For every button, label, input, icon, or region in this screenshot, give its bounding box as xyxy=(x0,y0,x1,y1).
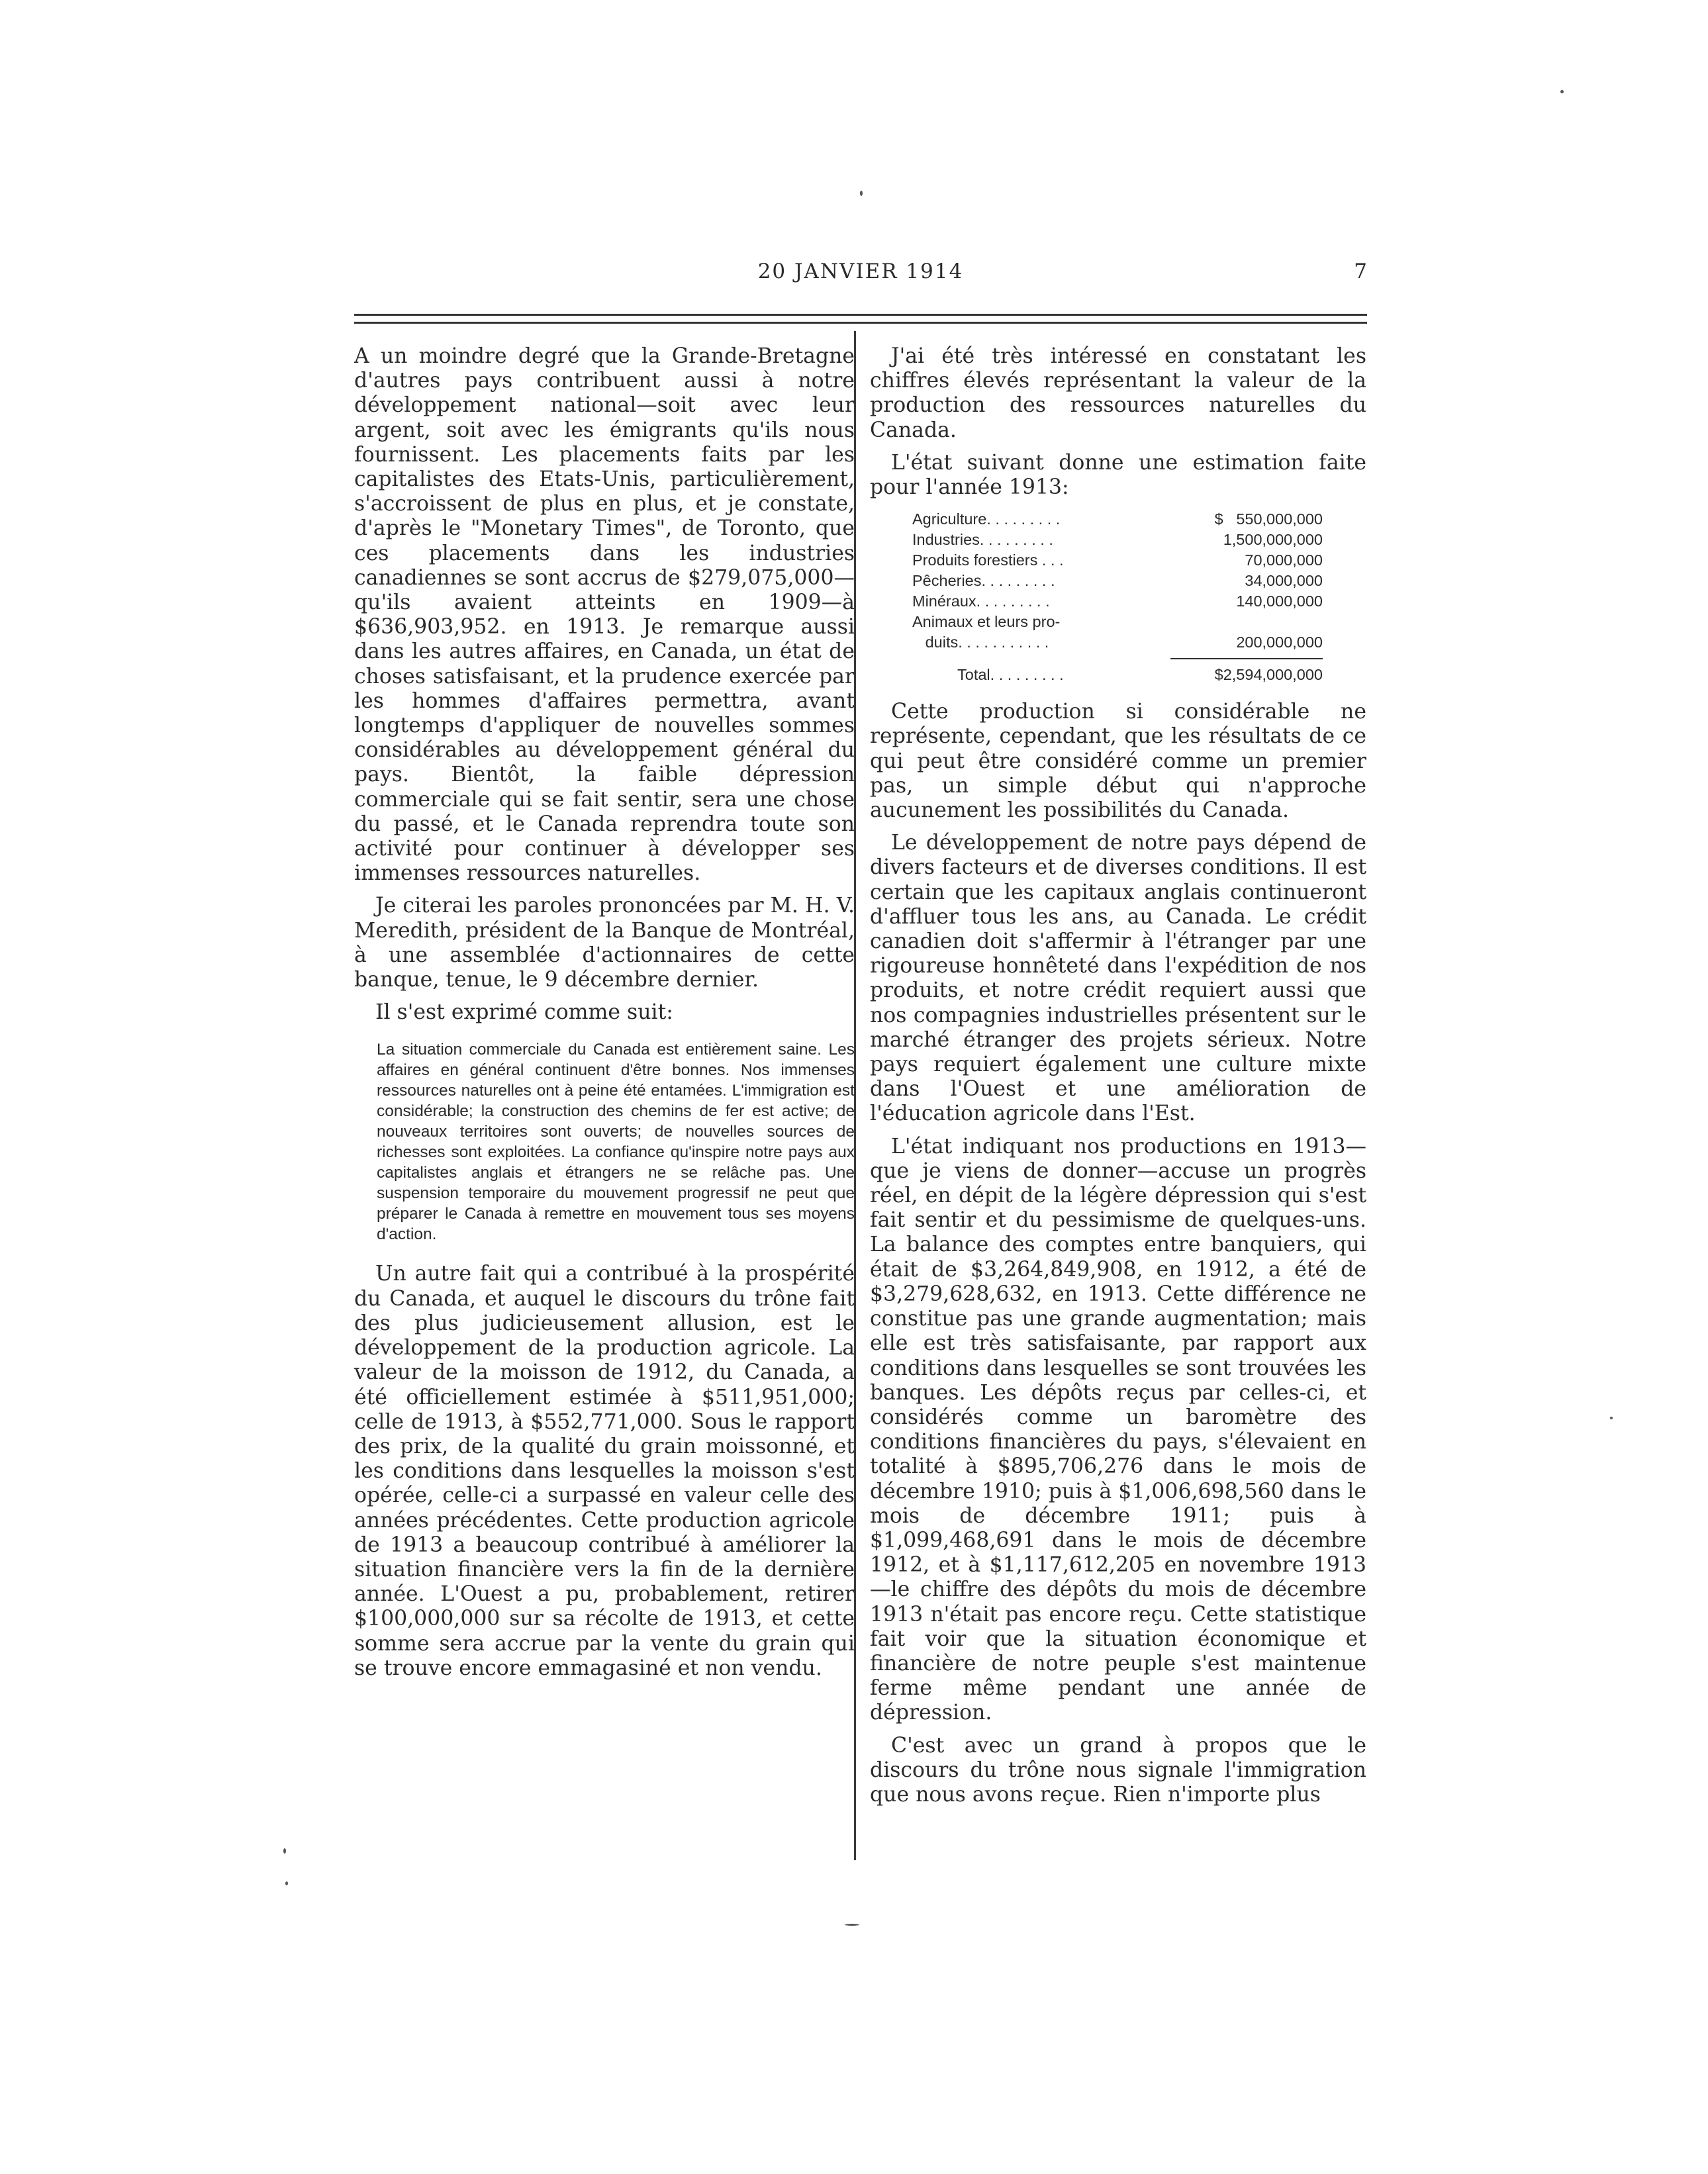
paragraph: Je citerai les paroles prononcées par M. H. V. Meredith, président de la Banque de Montréal, à une assemblée d'actionnaires de cette banque, tenue, le 9 décembre dernier. xyxy=(354,894,855,992)
table-label: Pêcheries. . . . . . . . . xyxy=(912,572,1055,590)
table-row xyxy=(912,632,1323,653)
paragraph: Cette production si considérable ne représente, cependant, que les résultats de ce qui peut être considéré comme un premier pas, un simple début qui n'approche aucunement les possibilités du Canada. xyxy=(870,700,1366,823)
table-value: 140,000,000 xyxy=(1236,592,1323,610)
paragraph: L'état indiquant nos productions en 1913—que je viens de donner—accuse un progrès réel, en dépit de la légère dépression qui s'est fait sentir et du pessimisme de quelques-uns. La balance des comptes entre banquiers, qui était de $3,264,849,908, en 1912, a été de $3,279,628,632, en 1913. Cette différence ne constitue pas une grande augmentation; mais elle est très satisfaisante, par rapport aux conditions dans lesquelles se sont trouvées les banques. Les dépôts reçus par celles-ci, et considérés comme un baromètre des conditions financières du pays, s'élevaient en totalité à $895,706,276 dans le mois de décembre 1910; puis à $1,006,698,560 dans le mois de décembre 1911; puis à $1,099,468,691 dans le mois de décembre 1912, et à $1,117,612,205 en novembre 1913—le chiffre des dépôts du mois de décembre 1913 n'était pas encore reçu. Cette statistique fait voir que la situation économique et financière de notre peuple s'est maintenue ferme même pendant une année de dépression. xyxy=(870,1134,1366,1725)
table-label: Produits forestiers . . . xyxy=(912,551,1064,569)
table-row xyxy=(912,591,1323,612)
paragraph: Il s'est exprimé comme suit: xyxy=(375,1000,673,1025)
total-value: $2,594,000,000 xyxy=(1214,666,1323,684)
table-value: 70,000,000 xyxy=(1245,551,1323,569)
production-table xyxy=(912,509,1323,685)
table-value: 1,500,000,000 xyxy=(1223,531,1323,549)
paragraph: Un autre fait qui a contribué à la prospérité du Canada, et auquel le discours du trône fait des plus judicieusement allusion, est le développement de la production agricole. La valeur de la moisson de 1912, du Canada, a été officiellement estimée à $511,951,000; celle de 1913, à $552,771,000. Sous le rapport des prix, de la qualité du grain moissonné, et les conditions dans lesquelles la moisson s'est opérée, celle-ci a surpassé en valeur celle des années précédentes. Cette production agricole de 1913 a beaucoup contribué à améliorer la situation financière vers la fin de la dernière année. L'Ouest a pu, probablement, retirer $100,000,000 sur sa récolte de 1913, et cette somme sera accrue par la vente du grain qui se trouve encore emmagasiné et non vendu. xyxy=(354,1262,855,1680)
table-value: $ 550,000,000 xyxy=(1214,510,1323,528)
header-date: 20 JANVIER 1914 xyxy=(757,260,964,283)
paragraph: A un moindre degré que la Grande-Bretagne d'autres pays contribuent aussi à notre développement national—soit avec leur argent, soit avec les émigrants qu'ils nous fournissent. Les placements faits par les capitalistes des Etats-Unis, particulièrement, s'accroissent de plus en plus, et je constate, d'après le "Monetary Times", de Toronto, que ces placements dans les industries canadiennes se sont accrus de $279,075,000—qu'ils avaient atteints en 1909—à $636,903,952. en 1913. Je remarque aussi dans les autres affaires, en Canada, un état de choses satisfaisant, et la prudence exercée par les hommes d'affaires permettra, avant longtemps d'appliquer de nouvelles sommes considérables au développement général du pays. Bientôt, la faible dépression commerciale qui se fait sentir, sera une chose du passé, et le Canada reprendra toute son activité pour continuer à développer ses immenses ressources naturelles. xyxy=(354,344,855,886)
header-rule-bottom xyxy=(354,322,1367,324)
table-label: Animaux et leurs pro- xyxy=(912,613,1061,631)
scan-speck xyxy=(860,191,863,196)
paragraph: C'est avec un grand à propos que le discours du trône nous signale l'immigration que nous avons reçue. Rien n'importe plus xyxy=(870,1733,1366,1807)
table-label: Agriculture. . . . . . . . . xyxy=(912,510,1061,528)
table-label: Industries. . . . . . . . . xyxy=(912,531,1053,549)
table-value: 34,000,000 xyxy=(1245,572,1323,590)
block-quote: La situation commerciale du Canada est entièrement saine. Les affaires en général continuent d'être bonnes. Nos immenses ressources naturelles ont à peine été entamées. L'immigration est considérable; la construction des chemins de fer est active; de nouveaux territoires sont ouverts; de nouvelles sources de richesses sont exploitées. La confiance qu'inspire notre pays aux capitalistes anglais et étrangers ne se relâche pas. Une suspension temporaire du mouvement progressif ne peut que préparer le Canada à remettre en mouvement tous ses moyens d'action. xyxy=(377,1041,855,1244)
page-header xyxy=(354,260,1367,290)
table-row xyxy=(912,550,1323,571)
table-label: Minéraux. . . . . . . . . xyxy=(912,592,1050,610)
scan-speck xyxy=(1610,1417,1613,1419)
scan-speck xyxy=(1560,90,1564,93)
table-row xyxy=(912,530,1323,550)
total-rule xyxy=(1170,658,1323,659)
table-total-row xyxy=(912,665,1323,685)
table-row xyxy=(912,612,1323,632)
scan-speck xyxy=(283,1848,286,1854)
page-number: 7 xyxy=(1354,260,1367,283)
scan-speck xyxy=(285,1881,288,1885)
table-label: duits. . . . . . . . . . . xyxy=(912,634,1049,651)
scan-speck xyxy=(845,1924,859,1926)
header-rule-top xyxy=(354,314,1367,316)
total-label: Total. . . . . . . . . xyxy=(957,666,1064,684)
table-row xyxy=(912,571,1323,591)
table-row xyxy=(912,509,1323,530)
paragraph: L'état suivant donne une estimation faite pour l'année 1913: xyxy=(870,450,1366,500)
left-column xyxy=(354,344,855,1689)
table-value: 200,000,000 xyxy=(1236,634,1323,651)
paragraph: J'ai été très intéressé en constatant les chiffres élevés représentant la valeur de la production des ressources naturelles du Canada. xyxy=(870,344,1366,442)
right-column xyxy=(870,344,1366,1815)
paragraph: Le développement de notre pays dépend de divers facteurs et de diverses conditions. Il est certain que les capitaux anglais continueront d'affluer tous les ans, au Canada. Le crédit canadien doit s'affermir à l'étranger par une rigoureuse honnêteté dans l'expédition de nos produits, et notre crédit requiert aussi que nos compagnies industrielles présentent sur le marché étranger des projets sérieux. Notre pays requiert également une culture mixte dans l'Ouest et une amélioration de l'éducation agricole dans l'Est. xyxy=(870,831,1366,1126)
